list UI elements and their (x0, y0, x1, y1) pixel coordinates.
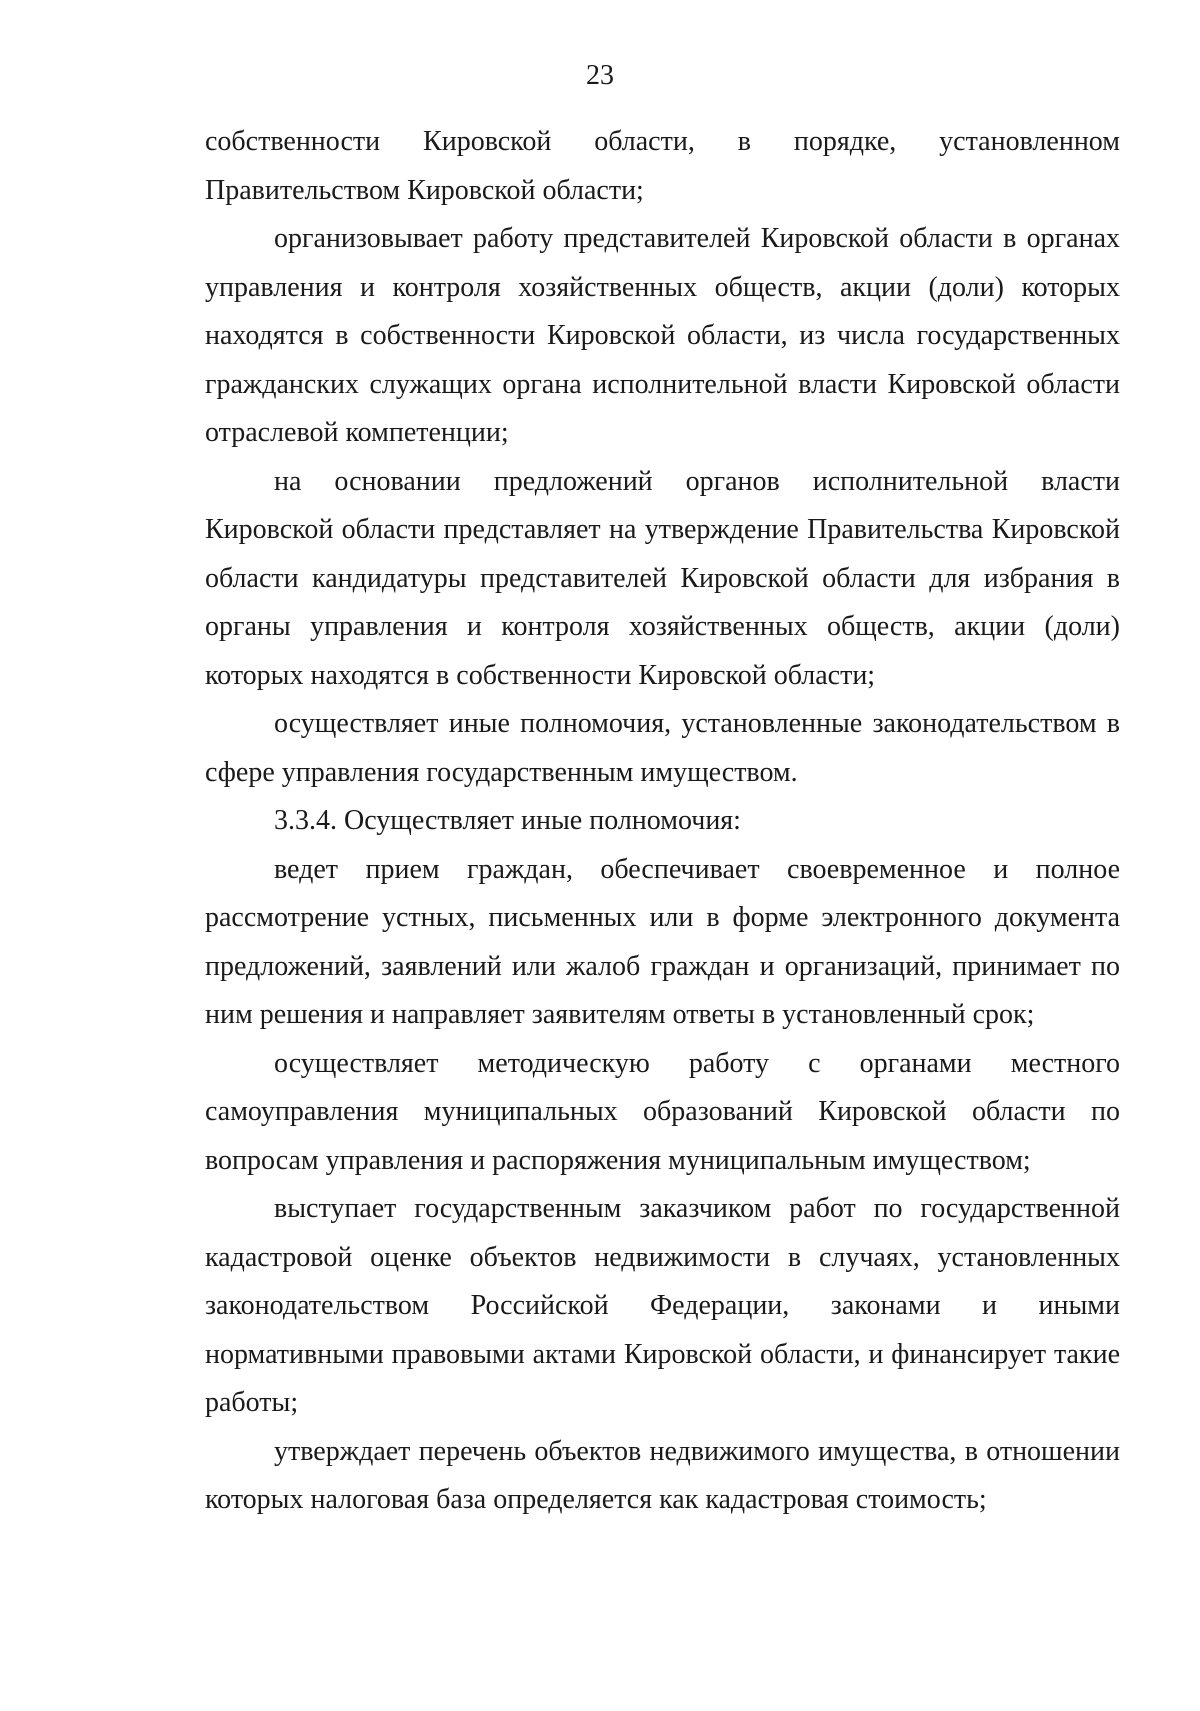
paragraph: утверждает перечень объектов недвижимого имущества, в отношении которых налоговая база определяется как кадастровая стоимость; (205, 1435, 1120, 1515)
section-heading-3-3-4: 3.3.4. Осуществляет иные полномочия: (274, 805, 741, 836)
paragraph: осуществляет методическую работу с органами местного самоуправления муниципальных образований Кировской области по вопросам управления и распоряжения муниципальным имуществом; (205, 1047, 1120, 1176)
paragraph: ведет прием граждан, обеспечивает своевременное и полное рассмотрение устных, письменных или в форме электронного документа предложений, заявлений или жалоб граждан и организаций, принимает по ним решения и направляет заявителям ответы в установленный срок; (205, 853, 1120, 1030)
page-number: 23 (586, 60, 614, 91)
paragraph: на основании предложений органов исполнительной власти Кировской области представляет на утверждение Правительства Кировской области кандидатуры представителей Кировской области для избрания в органы управления и контроля хозяйственных обществ, акции (доли) которых находятся в собственности Кировской области; (205, 465, 1120, 691)
paragraph: организовывает работу представителей Кировской области в органах управления и контроля хозяйственных обществ, акции (доли) которых находятся в собственности Кировской области, из числа государственных гражданских служащих органа исполнительной власти Кировской области отраслевой компетенции; (205, 223, 1120, 448)
paragraph-continuation: собственности Кировской области, в порядке, установленном Правительством Кировской области; (205, 126, 1120, 206)
paragraph: осуществляет иные полномочия, установленные законодательством в сфере управления государственным имуществом. (205, 708, 1120, 788)
paragraph: выступает государственным заказчиком работ по государственной кадастровой оценке объектов недвижимости в случаях, установленных законодательством Российской Федерации, законами и иными нормативными правовыми актами Кировской области, и финансирует такие работы; (205, 1193, 1120, 1418)
document-body (205, 118, 1120, 1525)
